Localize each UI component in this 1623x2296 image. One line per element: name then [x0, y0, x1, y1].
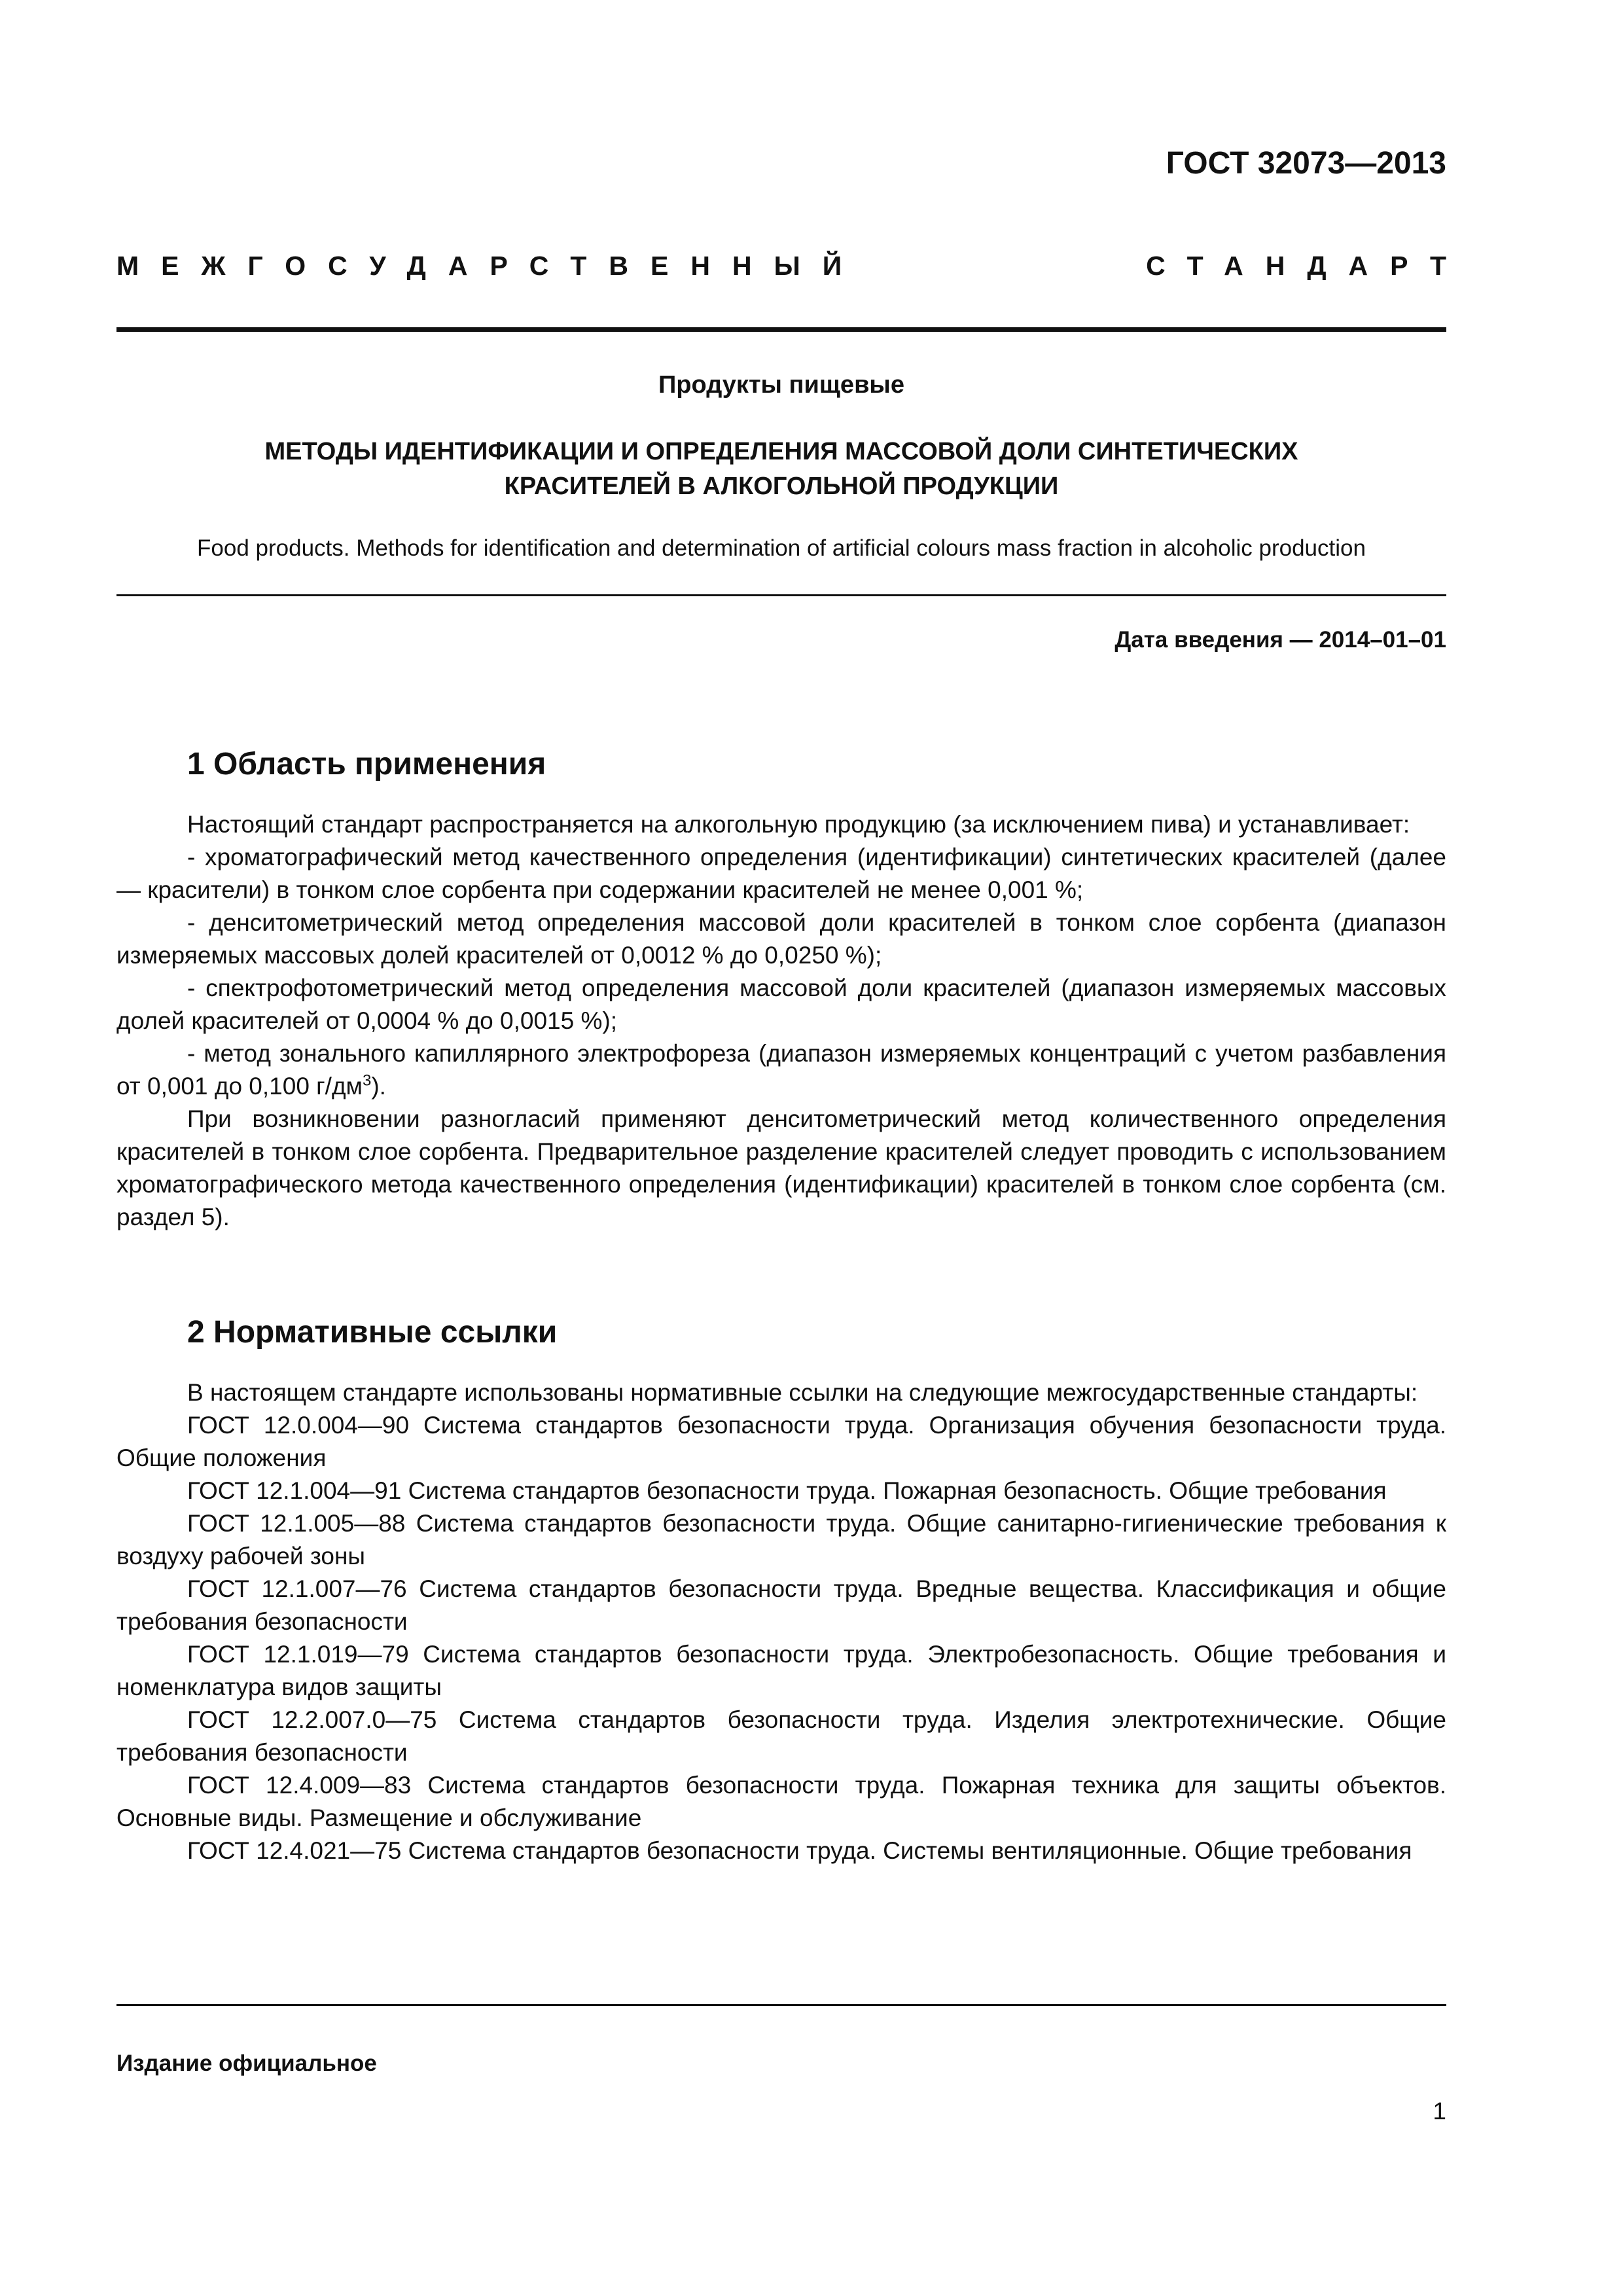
list-item [116, 1037, 1446, 1103]
reference-item: ГОСТ 12.1.019—79 Система стандартов безопасности труда. Электробезопасность. Общие требования и номенклатура видов защиты [116, 1641, 1446, 1700]
section-1-body [116, 808, 1446, 1234]
paragraph: Настоящий стандарт распространяется на алкогольную продукцию (за исключением пива) и устанавливает: [187, 811, 1410, 838]
paragraph: В настоящем стандарте использованы нормативные ссылки на следующие межгосударственные стандарты: [187, 1379, 1418, 1406]
title-rule [116, 594, 1446, 596]
banner-interstate: МЕЖГОСУДАРСТВЕННЫЙ [116, 251, 865, 281]
reference-item: ГОСТ 12.1.004—91 Система стандартов безопасности труда. Пожарная безопасность. Общие требования [187, 1477, 1387, 1504]
document-subject: Продукты пищевые [658, 371, 905, 399]
paragraph: При возникновении разногласий применяют денситометрический метод количественного определения красителей в тонком слое сорбента. Предварительное разделение красителей следует проводить с использованием хроматографического метода качественного определения (идентификации) красителей в тонком слое сорбента (см. раздел 5). [116, 1105, 1446, 1230]
footer-rule [116, 2004, 1446, 2006]
superscript: 3 [362, 1071, 372, 1090]
list-item-tail: ). [371, 1073, 386, 1100]
reference-item: ГОСТ 12.1.005—88 Система стандартов безопасности труда. Общие санитарно-гигиенические требования к воздуху рабочей зоны [116, 1510, 1446, 1570]
document-number: ГОСТ 32073—2013 [1166, 146, 1446, 181]
reference-item: ГОСТ 12.1.007—76 Система стандартов безопасности труда. Вредные вещества. Классификация и общие требования безопасности [116, 1575, 1446, 1635]
header-rule [116, 327, 1446, 332]
list-item: - денситометрический метод определения массовой доли красителей в тонком слое сорбента (диапазон измеряемых массовых долей красителей от 0,0012 % до 0,0250 %); [116, 909, 1446, 969]
document-title-english: Food products. Methods for identification and determination of artificial colours mass fraction in alcoholic production [197, 535, 1366, 561]
document-title-line-1: МЕТОДЫ ИДЕНТИФИКАЦИИ И ОПРЕДЕЛЕНИЯ МАССОВОЙ ДОЛИ СИНТЕТИЧЕСКИХ [264, 438, 1298, 465]
list-item-text: - метод зонального капиллярного электрофореза (диапазон измеряемых концентраций с учетом разбавления от 0,001 до 0,100 г/дм [116, 1040, 1446, 1100]
reference-item: ГОСТ 12.0.004—90 Система стандартов безопасности труда. Организация обучения безопасности труда. Общие положения [116, 1412, 1446, 1471]
list-item: - спектрофотометрический метод определения массовой доли красителей (диапазон измеряемых массовых долей красителей от 0,0004 % до 0,0015 %); [116, 975, 1446, 1034]
reference-item: ГОСТ 12.4.021—75 Система стандартов безопасности труда. Системы вентиляционные. Общие требования [187, 1837, 1412, 1864]
section-2-heading: 2 Нормативные ссылки [187, 1315, 558, 1350]
document-title [116, 435, 1446, 504]
list-item: - хроматографический метод качественного определения (идентификации) синтетических красителей (далее — красители) в тонком слое сорбента при содержании красителей не менее 0,001 %; [116, 844, 1446, 903]
introduction-date: Дата введения — 2014–01–01 [1115, 627, 1446, 653]
page-number: 1 [1433, 2098, 1446, 2125]
reference-item: ГОСТ 12.4.009—83 Система стандартов безопасности труда. Пожарная техника для защиты объектов. Основные виды. Размещение и обслуживание [116, 1772, 1446, 1831]
section-2-body [116, 1376, 1446, 1867]
reference-item: ГОСТ 12.2.007.0—75 Система стандартов безопасности труда. Изделия электротехнические. Общие требования безопасности [116, 1706, 1446, 1766]
document-title-line-2: КРАСИТЕЛЕЙ В АЛКОГОЛЬНОЙ ПРОДУКЦИИ [504, 473, 1059, 500]
banner-standard: СТАНДАРТ [1146, 251, 1469, 281]
edition-label: Издание официальное [116, 2051, 377, 2076]
section-1-heading: 1 Область применения [187, 747, 546, 781]
